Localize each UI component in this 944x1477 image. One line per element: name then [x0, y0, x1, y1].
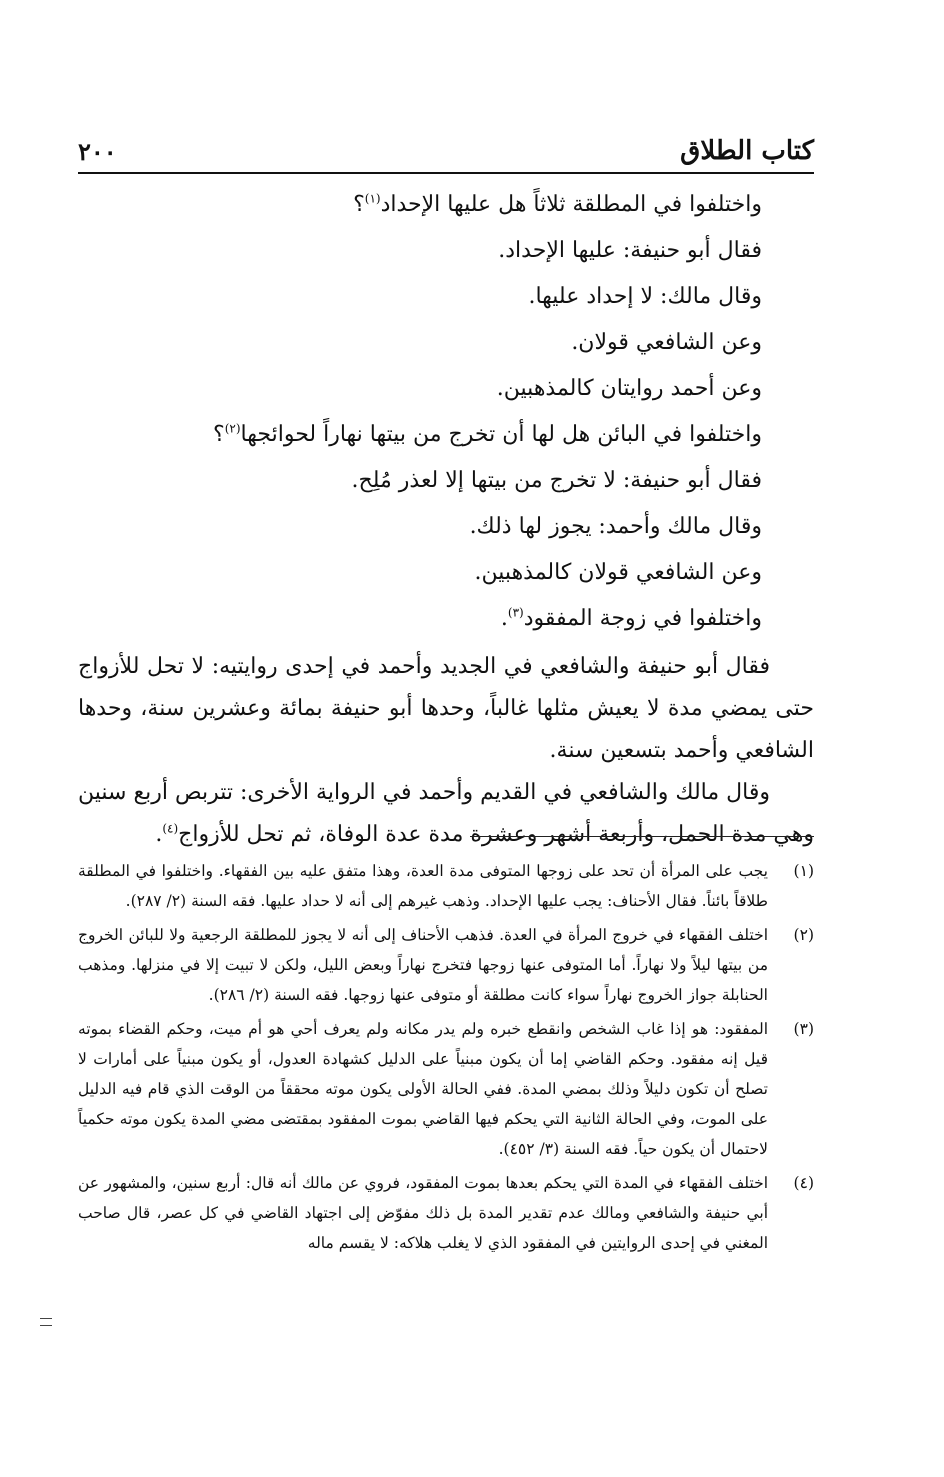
footnote-text: اختلف الفقهاء في المدة التي يحكم بعدها بموت المفقود، فروي عن مالك أنه قال: أربع سنين، والمشهور عن أبي حنيفة والشافعي ومالك عدم تقدير المدة بل ذلك مفوّض إلى اجتهاد القاضي في كل عصر، قال صاحب المغني في إحدى الروايتين في المفقود الذي لا يغلب هلاكه: لا يقسم ماله [78, 1174, 768, 1252]
book-title: كتاب الطلاق [680, 136, 814, 166]
line-punct: . [155, 822, 163, 847]
paragraph [78, 772, 814, 856]
footnote-text: المفقود: هو إذا غاب الشخص وانقطع خبره ولم يدر مكانه ولم يعرف أحي هو أم ميت، وحكم القضاء بموته قيل إنه مفقود. وحكم القاضي إما أن يكون مبنياً على الدليل كشهادة العدول، أو يكون مبنياً على أمارات لا تصلح أن تكون دليلاً وذلك بمضي المدة. ففي الحالة الأولى يكون موته محققاً من الوقت الذي قام فيه الدليل على الموت، وفي الحالة الثانية التي يحكم فيها القاضي بموت المفقود بمقتضى مضي المدة يكون موته حكمياً لاحتمال أن يكون حياً. فقه السنة (٣/ ٤٥٢). [78, 1020, 768, 1158]
line-text: واختلفوا في المطلقة ثلاثاً هل عليها الإحداد [380, 192, 762, 217]
footnote-text: يجب على المرأة أن تحد على زوجها المتوفى مدة العدة، وهذا متفق عليه بين الفقهاء. واختلفوا في المطلقة طلاقاً بائناً. فقال الأحناف: يجب عليها الإحداد. وذهب غيرهم إلى أنه لا حداد عليها. فقه السنة (٢/ ٢٨٧). [78, 862, 768, 910]
line-punct: . [500, 606, 508, 631]
text-line [78, 274, 762, 320]
paragraph: فقال أبو حنيفة والشافعي في الجديد وأحمد في إحدى روايتيه: لا تحل للأزواج حتى يمضي مدة لا يعيش مثلها غالباً، وحدها أبو حنيفة بمائة وعشرين سنة، وحدها الشافعي وأحمد بتسعين سنة. [78, 654, 814, 763]
footnote-ref[interactable]: (٤) [162, 821, 179, 836]
line-punct: ؟ [213, 422, 225, 447]
footnote-ref[interactable]: (٣) [507, 605, 524, 620]
line-punct: ؟ [353, 192, 365, 217]
page-number: ٢٠٠ [78, 137, 117, 166]
footnote-text: اختلف الفقهاء في خروج المرأة في العدة. فذهب الأحناف إلى أنه لا يجوز للمطلقة الرجعية ولا للبائن الخروج من بيتها ليلاً ولا نهاراً. أما المتوفى عنها زوجها فتخرج نهاراً وبعض الليل، ولكن لا تبيت إلا في منزلها. ومذهب الحنابلة جواز الخروج نهاراً سواء كانت مطلقة أو متوفى عنها زوجها. فقه السنة (٢/ ٢٨٦). [78, 926, 768, 1004]
text-line [78, 458, 762, 504]
main-text [78, 182, 814, 856]
continuation-mark [40, 1318, 52, 1326]
footnote-number: (٣) [793, 1020, 814, 1038]
page-header [78, 130, 814, 174]
footnote-divider [470, 836, 814, 837]
footnotes [78, 856, 814, 1262]
line-text: واختلفوا في زوجة المفقود [523, 606, 762, 631]
line-text: وقال مالك: لا إحداد عليها. [528, 284, 762, 309]
text-line [78, 182, 762, 228]
footnote [78, 856, 814, 916]
line-text: وعن الشافعي قولان. [571, 330, 762, 355]
footnote-number: (٤) [793, 1174, 814, 1192]
paragraph-text: وقال مالك والشافعي في القديم وأحمد في الرواية الأخرى: تتربص أربع سنين وهي مدة الحمل، وأربعة أشهر وعشرة مدة عدة الوفاة، ثم تحل للأزواج [78, 780, 814, 847]
text-line [78, 228, 762, 274]
text-line [78, 366, 762, 412]
text-line [78, 320, 762, 366]
text-line [78, 596, 762, 642]
footnote-number: (٢) [793, 926, 814, 944]
line-text: فقال أبو حنيفة: عليها الإحداد. [498, 238, 762, 263]
line-text: فقال أبو حنيفة: لا تخرج من بيتها إلا لعذر مُلِح. [351, 468, 762, 493]
line-text: وعن أحمد روايتان كالمذهبين. [496, 376, 762, 401]
footnote [78, 1168, 814, 1258]
footnote-number: (١) [793, 862, 814, 880]
text-line [78, 412, 762, 458]
line-text: وعن الشافعي قولان كالمذهبين. [474, 560, 762, 585]
footnote-ref[interactable]: (١) [364, 191, 381, 206]
footnote [78, 920, 814, 1010]
text-line [78, 504, 762, 550]
line-text: واختلفوا في البائن هل لها أن تخرج من بيتها نهاراً لحوائجها [240, 422, 762, 447]
footnote [78, 1014, 814, 1164]
line-text: وقال مالك وأحمد: يجوز لها ذلك. [469, 514, 762, 539]
footnote-ref[interactable]: (٢) [224, 421, 241, 436]
text-line [78, 550, 762, 596]
